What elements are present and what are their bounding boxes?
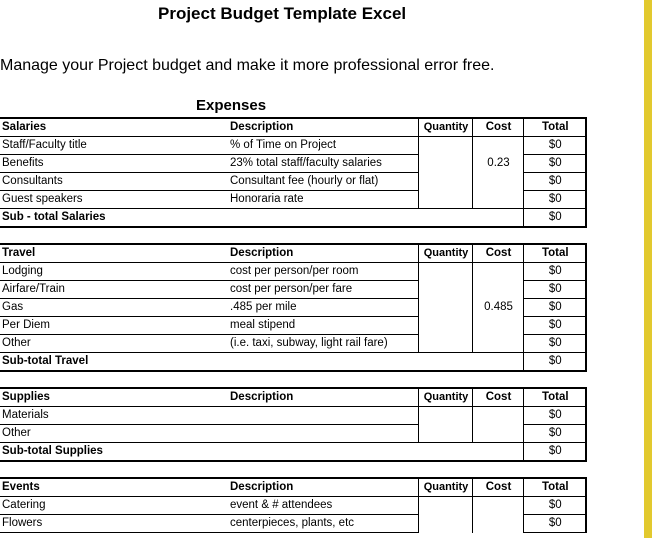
subtotal-row <box>0 353 586 372</box>
cost-cell[interactable] <box>472 191 523 209</box>
description-header[interactable]: Description <box>228 388 418 407</box>
item-description-cell[interactable]: .485 per mile <box>228 299 418 317</box>
events-header[interactable]: Events <box>0 478 228 497</box>
item-description-cell[interactable]: meal stipend <box>228 317 418 335</box>
item-name-cell[interactable]: Catering <box>0 497 228 515</box>
total-cell[interactable]: $0 <box>523 173 586 191</box>
quantity-cell[interactable] <box>418 425 472 443</box>
events-table <box>0 477 587 533</box>
table-row <box>0 407 586 425</box>
subtotal-label[interactable]: Sub - total Salaries <box>0 209 523 228</box>
quantity-cell[interactable] <box>418 173 472 191</box>
cost-header[interactable]: Cost <box>472 118 523 137</box>
total-cell[interactable]: $0 <box>523 137 586 155</box>
table-row <box>0 335 586 353</box>
cost-cell[interactable] <box>472 263 523 281</box>
total-header[interactable]: Total <box>523 244 586 263</box>
total-header[interactable]: Total <box>523 388 586 407</box>
total-cell[interactable]: $0 <box>523 263 586 281</box>
table-row <box>0 191 586 209</box>
quantity-cell[interactable] <box>418 515 472 533</box>
quantity-cell[interactable] <box>418 317 472 335</box>
table-row <box>0 155 586 173</box>
quantity-cell[interactable] <box>418 155 472 173</box>
supplies-header[interactable]: Supplies <box>0 388 228 407</box>
table-row <box>0 425 586 443</box>
table-header-row <box>0 244 586 263</box>
table-header-row <box>0 388 586 407</box>
expenses-heading: Expenses <box>196 97 267 114</box>
item-description-cell[interactable]: cost per person/per room <box>228 263 418 281</box>
item-name-cell[interactable]: Benefits <box>0 155 228 173</box>
item-description-cell[interactable]: Honoraria rate <box>228 191 418 209</box>
cost-cell[interactable]: 0.485 <box>472 299 523 317</box>
total-header[interactable]: Total <box>523 478 586 497</box>
total-cell[interactable]: $0 <box>523 335 586 353</box>
item-name-cell[interactable]: Flowers <box>0 515 228 533</box>
cost-header[interactable]: Cost <box>472 244 523 263</box>
item-name-cell[interactable]: Lodging <box>0 263 228 281</box>
total-cell[interactable]: $0 <box>523 155 586 173</box>
page-title: Project Budget Template Excel <box>158 4 407 23</box>
item-name-cell[interactable]: Guest speakers <box>0 191 228 209</box>
item-name-cell[interactable]: Other <box>0 425 228 443</box>
total-header[interactable]: Total <box>523 118 586 137</box>
quantity-cell[interactable] <box>418 407 472 425</box>
total-cell[interactable]: $0 <box>523 425 586 443</box>
quantity-cell[interactable] <box>418 191 472 209</box>
total-cell[interactable]: $0 <box>523 281 586 299</box>
total-cell[interactable]: $0 <box>523 299 586 317</box>
cost-cell[interactable] <box>472 173 523 191</box>
item-name-cell[interactable]: Other <box>0 335 228 353</box>
table-header-row <box>0 118 586 137</box>
description-header[interactable]: Description <box>228 478 418 497</box>
item-description-cell[interactable]: (i.e. taxi, subway, light rail fare) <box>228 335 418 353</box>
subtotal-value[interactable]: $0 <box>523 353 586 372</box>
salaries-table <box>0 117 587 228</box>
quantity-cell[interactable] <box>418 281 472 299</box>
quantity-cell[interactable] <box>418 497 472 515</box>
cost-cell[interactable] <box>472 497 523 515</box>
cost-cell[interactable] <box>472 515 523 533</box>
item-name-cell[interactable]: Airfare/Train <box>0 281 228 299</box>
salaries-header[interactable]: Salaries <box>0 118 228 137</box>
cost-cell[interactable] <box>472 425 523 443</box>
subtotal-value[interactable]: $0 <box>523 443 586 462</box>
total-cell[interactable]: $0 <box>523 191 586 209</box>
item-description-cell[interactable]: % of Time on Project <box>228 137 418 155</box>
supplies-table <box>0 387 587 462</box>
item-name-cell[interactable]: Materials <box>0 407 228 425</box>
quantity-cell[interactable] <box>418 299 472 317</box>
table-header-row <box>0 478 586 497</box>
item-description-cell[interactable]: 23% total staff/faculty salaries <box>228 155 418 173</box>
table-row <box>0 263 586 281</box>
cost-cell[interactable] <box>472 137 523 155</box>
table-row <box>0 497 586 515</box>
table-row <box>0 515 586 533</box>
quantity-cell[interactable] <box>418 137 472 155</box>
description-header[interactable]: Description <box>228 118 418 137</box>
quantity-header[interactable]: Quantity <box>418 388 472 407</box>
item-description-cell[interactable]: event & # attendees <box>228 497 418 515</box>
cost-header[interactable]: Cost <box>472 478 523 497</box>
item-description-cell[interactable]: centerpieces, plants, etc <box>228 515 418 533</box>
description-header[interactable]: Description <box>228 244 418 263</box>
item-name-cell[interactable]: Staff/Faculty title <box>0 137 228 155</box>
item-name-cell[interactable]: Consultants <box>0 173 228 191</box>
table-row <box>0 317 586 335</box>
table-row <box>0 281 586 299</box>
table-row <box>0 137 586 155</box>
total-cell[interactable]: $0 <box>523 407 586 425</box>
page-edge <box>644 0 652 538</box>
total-cell[interactable]: $0 <box>523 317 586 335</box>
travel-header[interactable]: Travel <box>0 244 228 263</box>
cost-cell[interactable] <box>472 407 523 425</box>
cost-cell[interactable] <box>472 317 523 335</box>
item-name-cell[interactable]: Per Diem <box>0 317 228 335</box>
table-row <box>0 299 586 317</box>
travel-table <box>0 243 587 372</box>
item-name-cell[interactable]: Gas <box>0 299 228 317</box>
total-cell[interactable]: $0 <box>523 497 586 515</box>
cost-cell[interactable] <box>472 335 523 353</box>
quantity-header[interactable]: Quantity <box>418 244 472 263</box>
subtotal-row <box>0 209 586 228</box>
subtotal-label[interactable]: Sub-total Travel <box>0 353 523 372</box>
item-description-cell[interactable] <box>228 407 418 425</box>
item-description-cell[interactable] <box>228 425 418 443</box>
cost-cell[interactable]: 0.23 <box>472 155 523 173</box>
quantity-header[interactable]: Quantity <box>418 478 472 497</box>
quantity-cell[interactable] <box>418 263 472 281</box>
subtotal-row <box>0 443 586 462</box>
quantity-cell[interactable] <box>418 335 472 353</box>
subtotal-value[interactable]: $0 <box>523 209 586 228</box>
total-cell[interactable]: $0 <box>523 515 586 533</box>
table-row <box>0 173 586 191</box>
quantity-header[interactable]: Quantity <box>418 118 472 137</box>
cost-cell[interactable] <box>472 281 523 299</box>
item-description-cell[interactable]: cost per person/per fare <box>228 281 418 299</box>
subtotal-label[interactable]: Sub-total Supplies <box>0 443 523 462</box>
cost-header[interactable]: Cost <box>472 388 523 407</box>
item-description-cell[interactable]: Consultant fee (hourly or flat) <box>228 173 418 191</box>
page-subtitle: Manage your Project budget and make it more professional error free. <box>0 57 495 74</box>
